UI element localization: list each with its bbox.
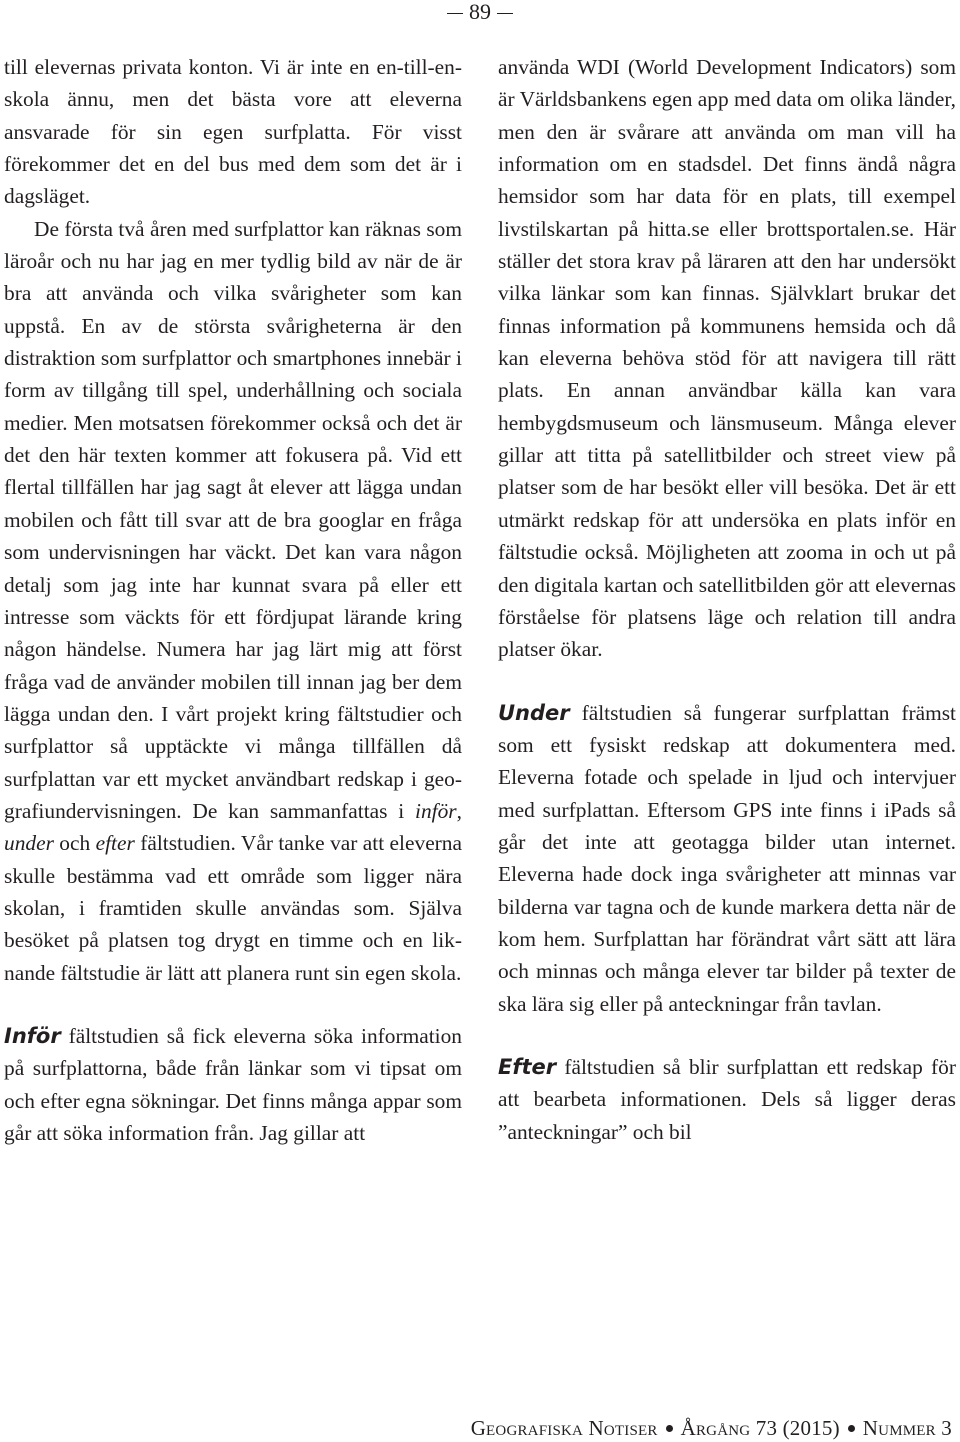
footer-issue-value: 3 [941,1416,952,1440]
page-number-dash-left [447,13,463,14]
left-column [4,51,462,1149]
footer-year-label: Årgång [680,1416,751,1440]
left-paragraph-1: till elevernas privata konton. Vi är inte en en-till-en-skola ännu, men det bästa vore att eleverna ansvarade för sin egen surfplatta. För visst förekommer det en del bus med dem som det är i dagsläget. [4,55,462,209]
section-text-infor: fältstudien så fick eleverna söka information på surfplattorna, både från länkar som vi tipsat om och efter egna sökningar. Det finns många appar som går att söka information från. Jag gillar att [4,1023,462,1145]
page-number: 89 [469,0,491,24]
italic-efter: efter [95,831,135,856]
left-paragraph-2-text-a: De första två åren med surfplattor kan räknas som läroår och nu har jag en mer tydlig bild av när de är bra att använda och vilka svårigheter som kan uppstå. En av de största svårigheterna är den distraktion som surfplattor och smartphones innebär i form av tillgång till spel, underhållning och sociala medier. Men motsatsen förekommer också och det är det den här texten kommer att fokusera på. Vid ett flertal tillfällen har jag sagt åt elever att lägga undan mobilen och fått till svar att de bra googlar en fråga som undervisningen har väckt. Det kan vara någon detalj som jag inte har kunnat svara på eller ett intresse som väckts för ett fördjupat lärande kring någon händelse. Numera har jag lärt mig att först fråga vad de använder mobilen till innan jag ber dem lägga undan den. I vårt projekt kring fältstudier och surfplattor så upptäckte vi många tillfällen då surfplattan var ett mycket användbart redskap i geografiundervisningen. De kan sammanfattas i [4,216,462,823]
section-text-under: fältstudien så fungerar surfplattan främst som ett fysiskt redskap att dokumentera med. Eleverna fotade och spelade in ljud och intervjuer med surfplattan. Eftersom GPS inte finns i iPads så går det inte att geotagga bilder utan internet. Eleverna hade dock inga svårigheter att minnas var bilderna var tagna och de kunde markera detta när de kom hem. Surfplattan har förändrat vårt sätt att lära och minnas och många elever tar bilder på texter de ska lära sig eller på anteckningar från tavlan. [498,700,956,1016]
right-section-under [498,697,956,1020]
section-heading-infor: Inför [4,1023,61,1048]
page-number-dash-right [497,13,513,14]
left-paragraph-2-sep-1: , [456,798,462,823]
footer-year-value: 73 (2015) [755,1416,840,1440]
page-footer [471,1416,952,1440]
right-paragraph-1: använda WDI (World Development Indicators) som är Världsbankens egen app med data om olika länder, men den är svårare att använda om man vill ha information om en stadsdel. Det finns ändå några hemsidor som har data för en plats, till exempel livstilskartan på hitta.se eller brottsportalen.se. Här ställer det stora krav på läraren att den har undersökt vilka länkar som kan finnas. Självklart brukar det finnas information på kommunens hemsida och då kan eleverna behöva stöd för att navigera till rätt plats. En annan användbar källa kan vara hembygdsmuseum och länsmuseum. Många elever gillar att titta på satellitbilder och street view på platser som de har besökt eller vill besöka. Det är ett utmärkt redskap för att undersöka en plats inför en fältstudie också. Möjligheten att zooma in och ut på den digitala kartan och satellitbilden gör att elevernas förståelse för platsens läge och relation till andra platser ökar. [498,55,956,662]
section-text-efter: fältstudien så blir surfplattan ett redskap för att bearbeta informationen. Dels så ligger deras ”anteckningar” och bil [498,1054,956,1144]
left-paragraph-2-sep-2: och [53,831,96,856]
italic-infor: inför [415,798,457,823]
footer-journal-name: Geografiska Notiser [470,1416,658,1440]
footer-issue-label: Nummer [862,1416,936,1440]
section-heading-efter: Efter [498,1054,557,1079]
footer-bullet-1 [666,1425,673,1432]
section-heading-under: Under [498,700,570,725]
left-section-infor [4,1020,462,1149]
right-section-efter [498,1051,956,1148]
italic-under: under [4,831,54,856]
page-header [440,0,520,24]
left-paragraph-2 [4,213,462,989]
right-column [498,51,956,1148]
left-paragraph-2-text-b: fältstudien. Vår tanke var att eleverna skulle bestämma vad ett område som ligger nära skolan, i framtiden skulle användas som. Själva besöket på platsen tog drygt en timme och en liknande fältstudie är lätt att planera runt sin egen skola. [4,831,462,985]
footer-bullet-2 [848,1425,855,1432]
